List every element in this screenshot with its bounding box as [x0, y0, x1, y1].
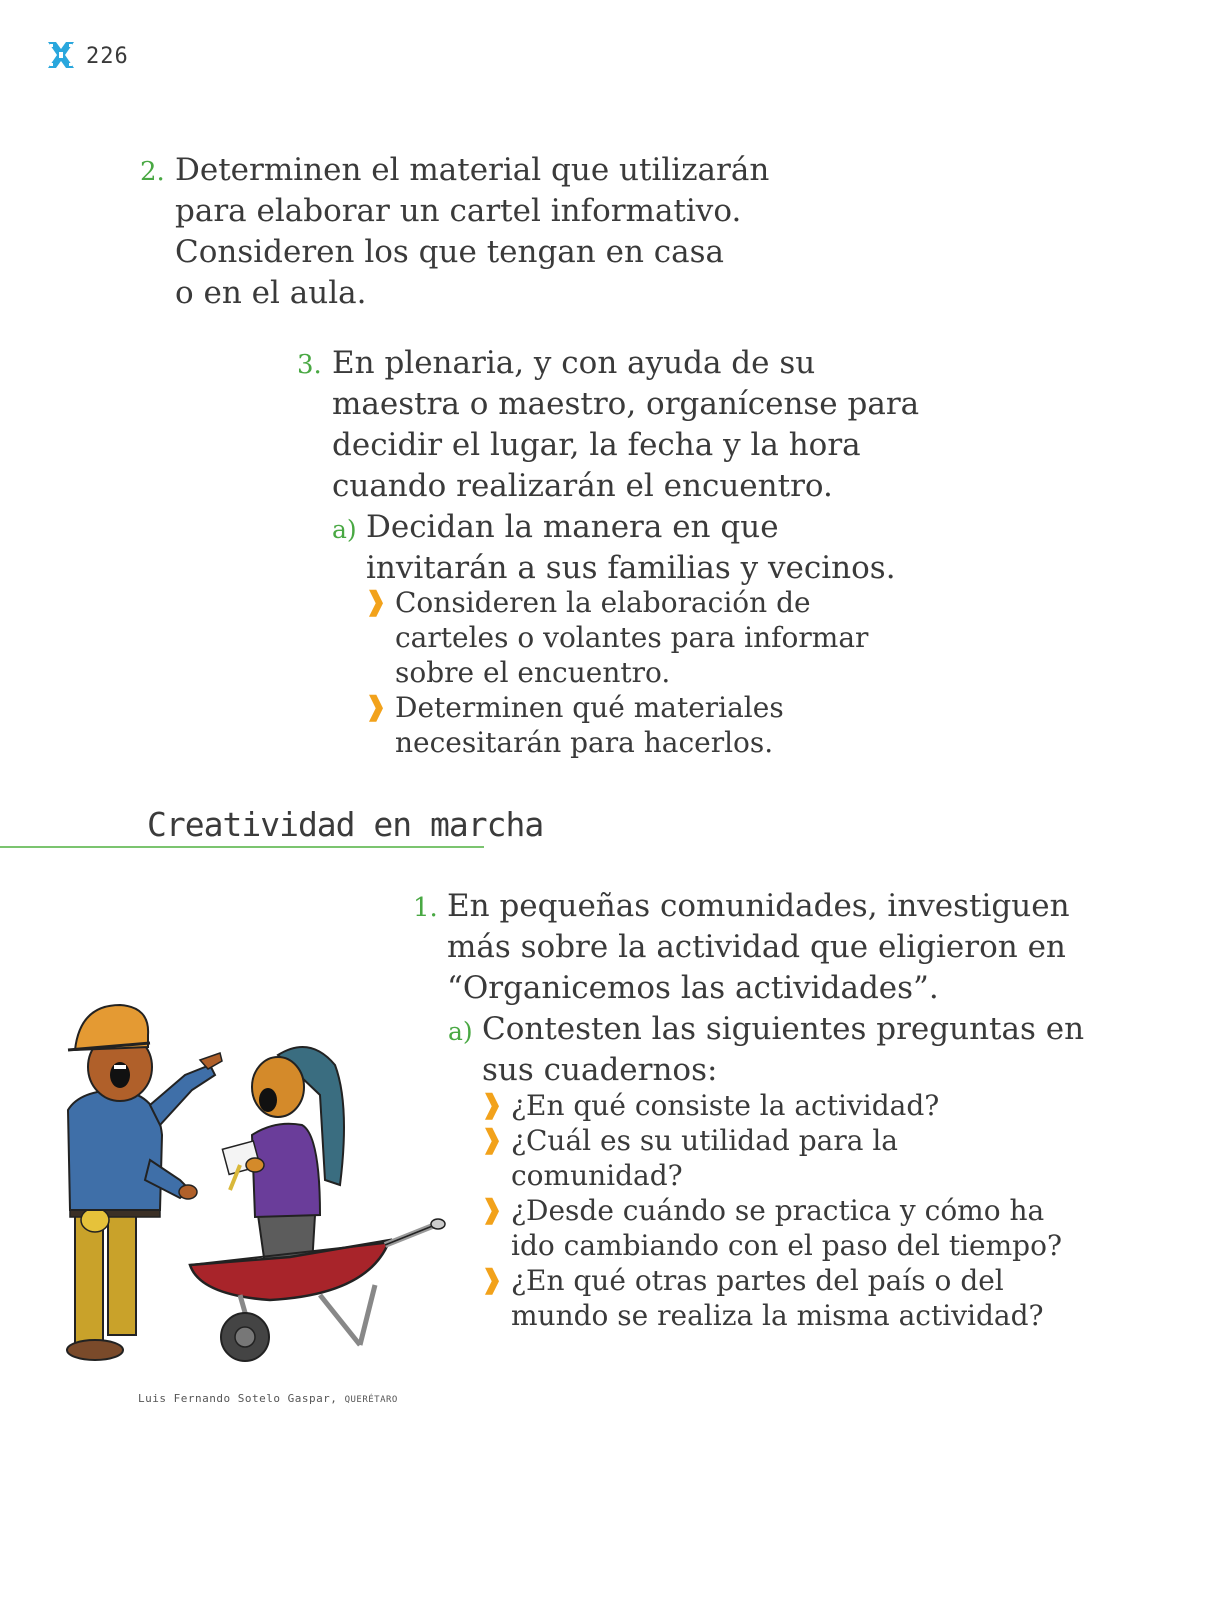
activity-2-number: 2. [140, 157, 165, 187]
activity-2-line: Consideren los que tengan en casa [175, 234, 725, 270]
bullet-item [481, 1193, 1062, 1263]
bullet-line: ¿En qué consiste la actividad? [511, 1089, 940, 1122]
sub-a-line: Decidan la manera en que [366, 509, 779, 545]
activity-3 [297, 343, 919, 507]
chevron-right-icon: ❱ [481, 1090, 503, 1120]
sub-a-label: a) [332, 515, 357, 544]
bullet-line: comunidad? [511, 1159, 683, 1192]
credit-name: Luis Fernando Sotelo Gaspar, [138, 1392, 338, 1405]
activity-3-sub-a [332, 507, 896, 589]
bullet-line: ido cambiando con el paso del tiempo? [511, 1229, 1062, 1262]
activity-3-bullets [365, 585, 869, 760]
bullet-item [481, 1088, 1062, 1123]
page-number: 226 [86, 44, 129, 69]
bullet-item [481, 1123, 1062, 1193]
creativity-1-bullets [481, 1088, 1062, 1333]
activity-2-line: Determinen el material que utilizarán [175, 152, 770, 188]
bullet-line: Consideren la elaboración de [395, 586, 811, 619]
creativity-1-line: En pequeñas comunidades, investiguen [447, 888, 1070, 924]
section-title: Creatividad en marcha [147, 805, 544, 844]
creativity-1-line: más sobre la actividad que eligieron en [447, 929, 1066, 965]
activity-3-line: cuando realizarán el encuentro. [332, 468, 833, 504]
sub-a-label: a) [448, 1017, 473, 1046]
activity-2 [140, 150, 769, 314]
activity-2-line: o en el aula. [175, 275, 367, 311]
creativity-1-line: “Organicemos las actividades”. [447, 970, 939, 1006]
chevron-right-icon: ❱ [365, 587, 387, 617]
creativity-1-number: 1. [413, 893, 438, 923]
worker-figure-right [222, 1047, 344, 1265]
chevron-right-icon: ❱ [481, 1195, 503, 1225]
bullet-item [365, 690, 868, 760]
activity-3-line: maestra o maestro, organícense para [332, 386, 920, 422]
creativity-1-sub-a [448, 1009, 1084, 1091]
illustration-workers-with-wheelbarrow [40, 995, 460, 1385]
chevron-right-icon: ❱ [481, 1265, 503, 1295]
illustration-credit [138, 1392, 398, 1405]
bullet-line: ¿Desde cuándo se practica y cómo ha [511, 1194, 1045, 1227]
activity-3-number: 3. [297, 350, 322, 380]
bullet-line: necesitarán para hacerlos. [395, 726, 774, 759]
section-divider [0, 846, 484, 848]
bullet-line: sobre el encuentro. [395, 656, 671, 689]
chevron-right-icon: ❱ [365, 692, 387, 722]
sub-a-line: Contesten las siguientes preguntas en [482, 1011, 1085, 1047]
bullet-item [481, 1263, 1062, 1333]
sub-a-line: sus cuadernos: [482, 1052, 718, 1088]
credit-place: QUERÉTARO [344, 1395, 398, 1405]
bullet-line: ¿Cuál es su utilidad para la [511, 1124, 898, 1157]
bullet-line: carteles o volantes para informar [395, 621, 869, 654]
bullet-item [365, 585, 869, 690]
bullet-line: Determinen qué materiales [395, 691, 784, 724]
bullet-line: mundo se realiza la misma actividad? [511, 1299, 1044, 1332]
activity-3-line: decidir el lugar, la fecha y la hora [332, 427, 861, 463]
decorative-x-logo-icon [46, 38, 76, 72]
wheelbarrow [190, 1219, 445, 1361]
sub-a-line: invitarán a sus familias y vecinos. [366, 550, 896, 586]
activity-3-line: En plenaria, y con ayuda de su [332, 345, 816, 381]
worker-figure-left [67, 1005, 222, 1360]
bullet-line: ¿En qué otras partes del país o del [511, 1264, 1004, 1297]
creativity-activity-1 [413, 886, 1070, 1009]
chevron-right-icon: ❱ [481, 1125, 503, 1155]
activity-2-line: para elaborar un cartel informativo. [175, 193, 742, 229]
